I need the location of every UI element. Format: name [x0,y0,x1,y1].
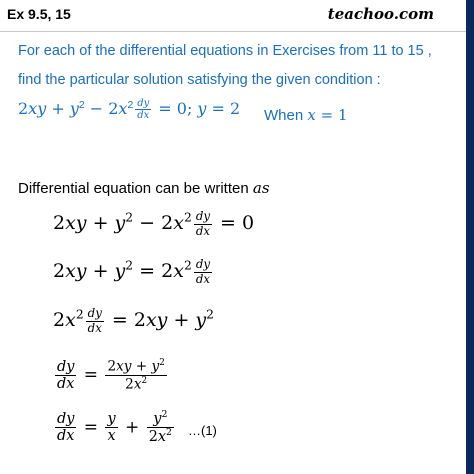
question-line-2: find the particular solution satisfying the given condition : [18,72,381,88]
header-bar [0,0,474,30]
solution-intro: Differential equation can be written as [18,179,270,197]
equation-step-3: $2x^2$ $\frac{dy}{dx}$ = $2xy + y^2$ [53,306,214,335]
equation-step-5: $\frac{dy}{dx}$ = $\frac{y}{x}$ + $\frac{y^2}{2x^2}$ [57,409,173,446]
equation-step-4: $\frac{dy}{dx}$ = $\frac{2xy + y^2}{2x^2}$ [57,358,165,393]
equation-step-1: $2xy + y^2 - 2x^2$ $\frac{dy}{dx}$ = 0 [53,209,255,238]
given-x-value: 1 [337,106,348,124]
exercise-title: Ex 9.5, 15 [7,6,71,22]
question-condition: When x = 1 [264,106,348,124]
question-equation: $2xy + y^2 - 2x^2$ $\frac{dy}{dx}$ = 0; y = 2 [18,98,241,122]
given-y-value: 2 [230,99,241,119]
equation-step-2: $2xy + y^2 = 2x^2$ $\frac{dy}{dx}$ [53,257,210,286]
question-line-1: For each of the differential equations in Exercises from 11 to 15 , [18,43,432,59]
intro-word: as [252,179,270,197]
header-divider [0,31,474,32]
condition-label: When [264,107,304,124]
side-strip [466,0,474,474]
brand-logo: teachoo.com [327,5,434,23]
equation-reference: …(1) [188,423,217,438]
